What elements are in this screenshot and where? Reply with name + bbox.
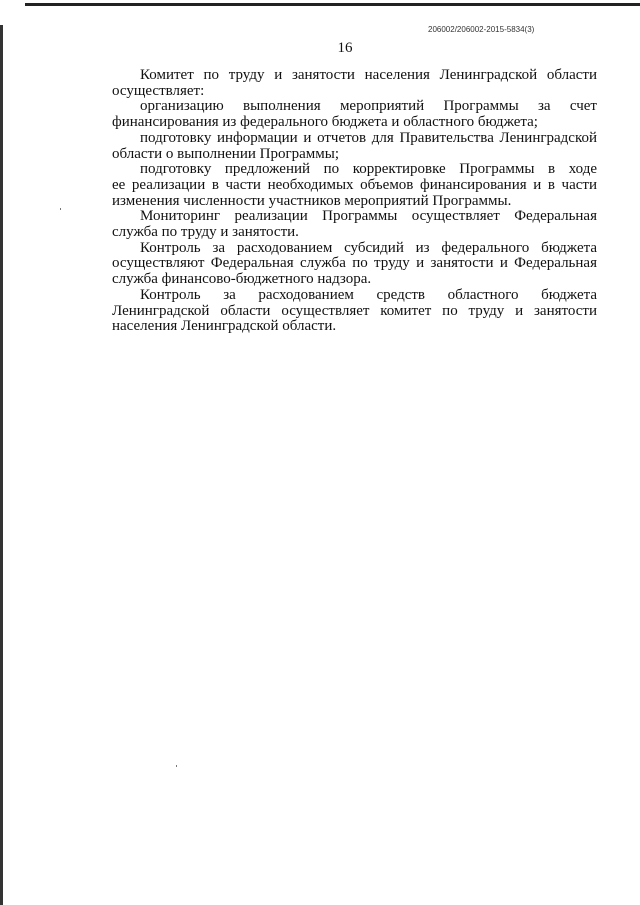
document-body <box>112 68 597 335</box>
text-line: Мониторинг реализации Программы осуществляет Федеральная <box>140 208 597 225</box>
text-line: осуществляет: <box>112 82 205 99</box>
text-line: Контроль за расходованием субсидий из федерального бюджета <box>140 239 597 256</box>
scan-border-left <box>0 25 3 905</box>
text-line: подготовку предложений по корректировке Программы в ходе <box>140 161 597 178</box>
paragraph <box>112 209 597 240</box>
text-line: изменения численности участников мероприятий Программы. <box>112 192 512 209</box>
text-line: Контроль за расходованием средств областного бюджета <box>140 286 597 303</box>
text-line: Комитет по труду и занятости населения Ленинградской области <box>140 67 597 83</box>
scan-speck <box>176 765 177 767</box>
paragraph <box>112 99 597 130</box>
text-line: Ленинградской области осуществляет комитет по труду и занятости <box>112 302 597 319</box>
paragraph <box>112 162 597 209</box>
text-line: области о выполнении Программы; <box>112 145 340 162</box>
page-number: 16 <box>337 40 353 56</box>
paragraph <box>112 131 597 162</box>
scan-speck <box>60 208 61 210</box>
text-line: финансирования из федерального бюджета и областного бюджета; <box>112 114 538 131</box>
text-line: организацию выполнения мероприятий Программы за счет <box>140 98 597 115</box>
text-line: служба по труду и занятости. <box>112 224 299 241</box>
text-line: подготовку информации и отчетов для Правительства Ленинградской <box>140 129 597 146</box>
document-id: 206002/206002-2015-5834(3) <box>428 25 535 34</box>
text-line: служба финансово-бюджетного надзора. <box>112 271 372 288</box>
scan-border-top <box>25 3 640 6</box>
paragraph <box>112 68 597 99</box>
paragraph <box>112 288 597 335</box>
text-line: осуществляют Федеральная служба по труду и занятости и Федеральная <box>112 255 597 272</box>
text-line: ее реализации в части необходимых объемов финансирования и в части <box>112 176 597 193</box>
text-line: населения Ленинградской области. <box>112 318 337 335</box>
paragraph <box>112 241 597 288</box>
